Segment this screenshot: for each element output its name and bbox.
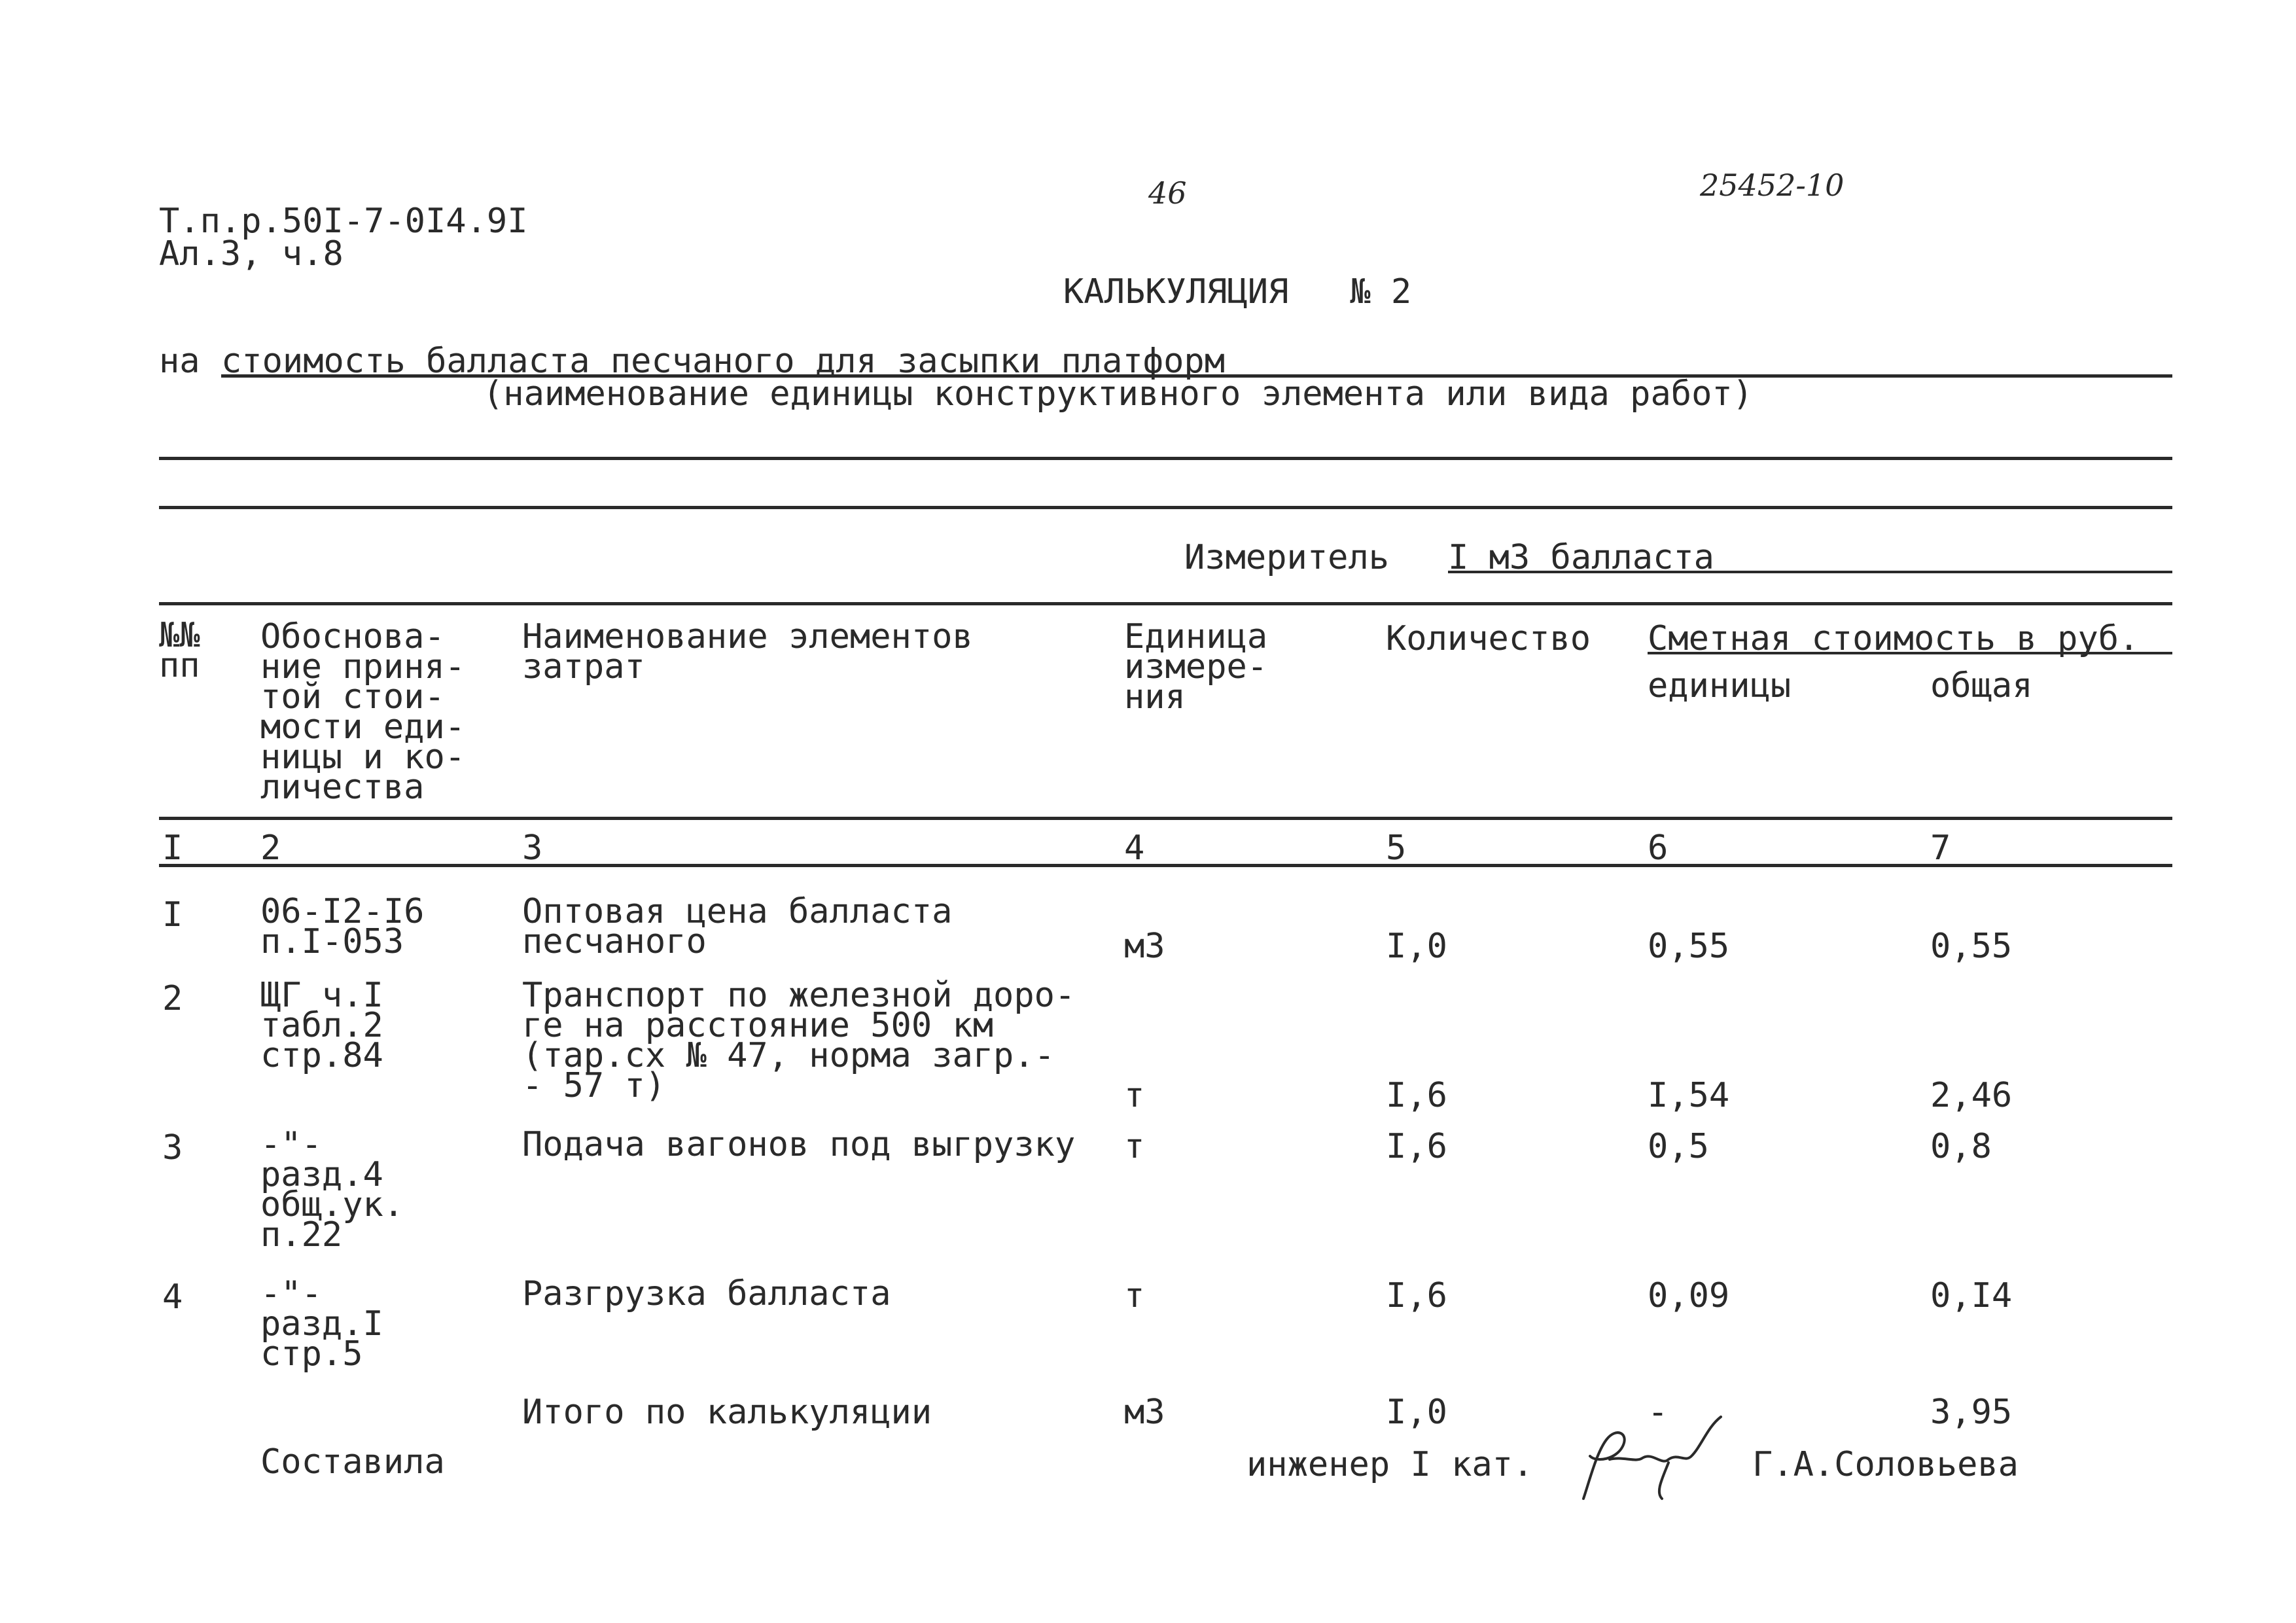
row-cost-unit: 0,5	[1648, 1127, 1709, 1166]
page-number: 46	[1148, 175, 1187, 211]
measure-value: I м3 балласта	[1448, 538, 1714, 577]
row-cost-total: 0,55	[1930, 927, 2013, 966]
column-number: 4	[1124, 829, 1145, 868]
subject-caption: (наименование единицы конструктивного элемента или вида работ)	[483, 374, 1754, 414]
header-cost-group: Сметная стоимость в руб.	[1648, 619, 2140, 658]
row-cost-unit: 0,55	[1648, 927, 1730, 966]
row-name: Разгрузка балласта	[522, 1274, 891, 1313]
archive-number: 25452-10	[1700, 168, 1845, 203]
title-number-sign: №	[1350, 272, 1371, 312]
row-qty: I,0	[1386, 927, 1447, 966]
column-number: 6	[1648, 829, 1669, 868]
header-cost-total: общая	[1930, 666, 2033, 705]
signature-image	[1570, 1400, 1740, 1512]
row-cost-total: 0,I4	[1930, 1276, 2013, 1315]
row-num: 2	[162, 979, 183, 1018]
total-name: Итого по калькуляции	[522, 1393, 932, 1432]
column-number: 2	[260, 829, 281, 868]
header-num: №№ пп	[159, 616, 200, 685]
row-num: 3	[162, 1128, 183, 1168]
subject-prefix: на	[159, 342, 200, 381]
doc-ref-line2: Ал.3, ч.8	[159, 234, 344, 274]
row-basis: -"- разд.I стр.5	[260, 1274, 383, 1374]
row-basis: ЩГ ч.I табл.2 стр.84	[260, 976, 383, 1075]
row-qty: I,6	[1386, 1127, 1447, 1166]
row-cost-unit: 0,09	[1648, 1276, 1730, 1315]
measure-underline	[1448, 571, 2172, 573]
document-title	[1063, 272, 1412, 312]
author-name: Г.А.Соловьева	[1752, 1445, 2019, 1484]
total-cost-total: 3,95	[1930, 1393, 2013, 1432]
row-unit: т	[1124, 1127, 1145, 1166]
header-unit: Единица измере- ния	[1124, 617, 1268, 717]
blank-line-2	[159, 506, 2172, 509]
total-unit: м3	[1124, 1393, 1165, 1432]
row-unit: т	[1124, 1276, 1145, 1315]
total-cost-unit: -	[1648, 1393, 1669, 1432]
header-cost-unit: единицы	[1648, 666, 1792, 705]
row-name: Транспорт по железной доро- ге на расстояние 500 км (тар.сх № 47, норма загр.- - 57 т)	[522, 976, 1076, 1105]
row-basis: -"- разд.4 общ.ук. п.22	[260, 1125, 404, 1255]
column-number: 7	[1930, 829, 1951, 868]
row-qty: I,6	[1386, 1076, 1447, 1115]
row-name: Подача вагонов под выгрузку	[522, 1125, 1076, 1164]
total-qty: I,0	[1386, 1393, 1447, 1432]
header-qty: Количество	[1386, 619, 1591, 658]
doc-ref-line1: Т.п.р.50I-7-0I4.9I	[159, 202, 528, 241]
row-cost-total: 0,8	[1930, 1127, 1992, 1166]
measure-label: Измеритель	[1184, 538, 1390, 577]
row-unit: т	[1124, 1076, 1145, 1115]
row-qty: I,6	[1386, 1276, 1447, 1315]
title-number: 2	[1390, 272, 1412, 312]
row-unit: м3	[1124, 927, 1165, 966]
row-basis: 06-I2-I6 п.I-053	[260, 892, 425, 961]
row-cost-unit: I,54	[1648, 1076, 1730, 1115]
compiled-label: Составила	[260, 1442, 445, 1482]
column-numbers-rule	[159, 864, 2172, 867]
blank-line-1	[159, 457, 2172, 460]
row-cost-total: 2,46	[1930, 1076, 2013, 1115]
row-num: 4	[162, 1277, 183, 1317]
table-top-rule	[159, 602, 2172, 605]
author-position: инженер I кат.	[1246, 1445, 1534, 1484]
row-num: I	[162, 895, 183, 935]
header-name: Наименование элементов затрат	[522, 617, 973, 687]
column-number: I	[162, 829, 183, 868]
column-number: 5	[1386, 829, 1407, 868]
column-number: 3	[522, 829, 543, 868]
row-name: Оптовая цена балласта песчаного	[522, 892, 953, 961]
title-label: КАЛЬКУЛЯЦИЯ	[1063, 272, 1289, 312]
subject-text: стоимость балласта песчаного для засыпки платформ	[221, 342, 1226, 381]
header-cost-underline	[1648, 652, 2172, 654]
header-basis: Обоснова- ние приня- той стои- мости еди- ницы и ко- личества	[260, 617, 466, 807]
header-bottom-rule	[159, 817, 2172, 820]
